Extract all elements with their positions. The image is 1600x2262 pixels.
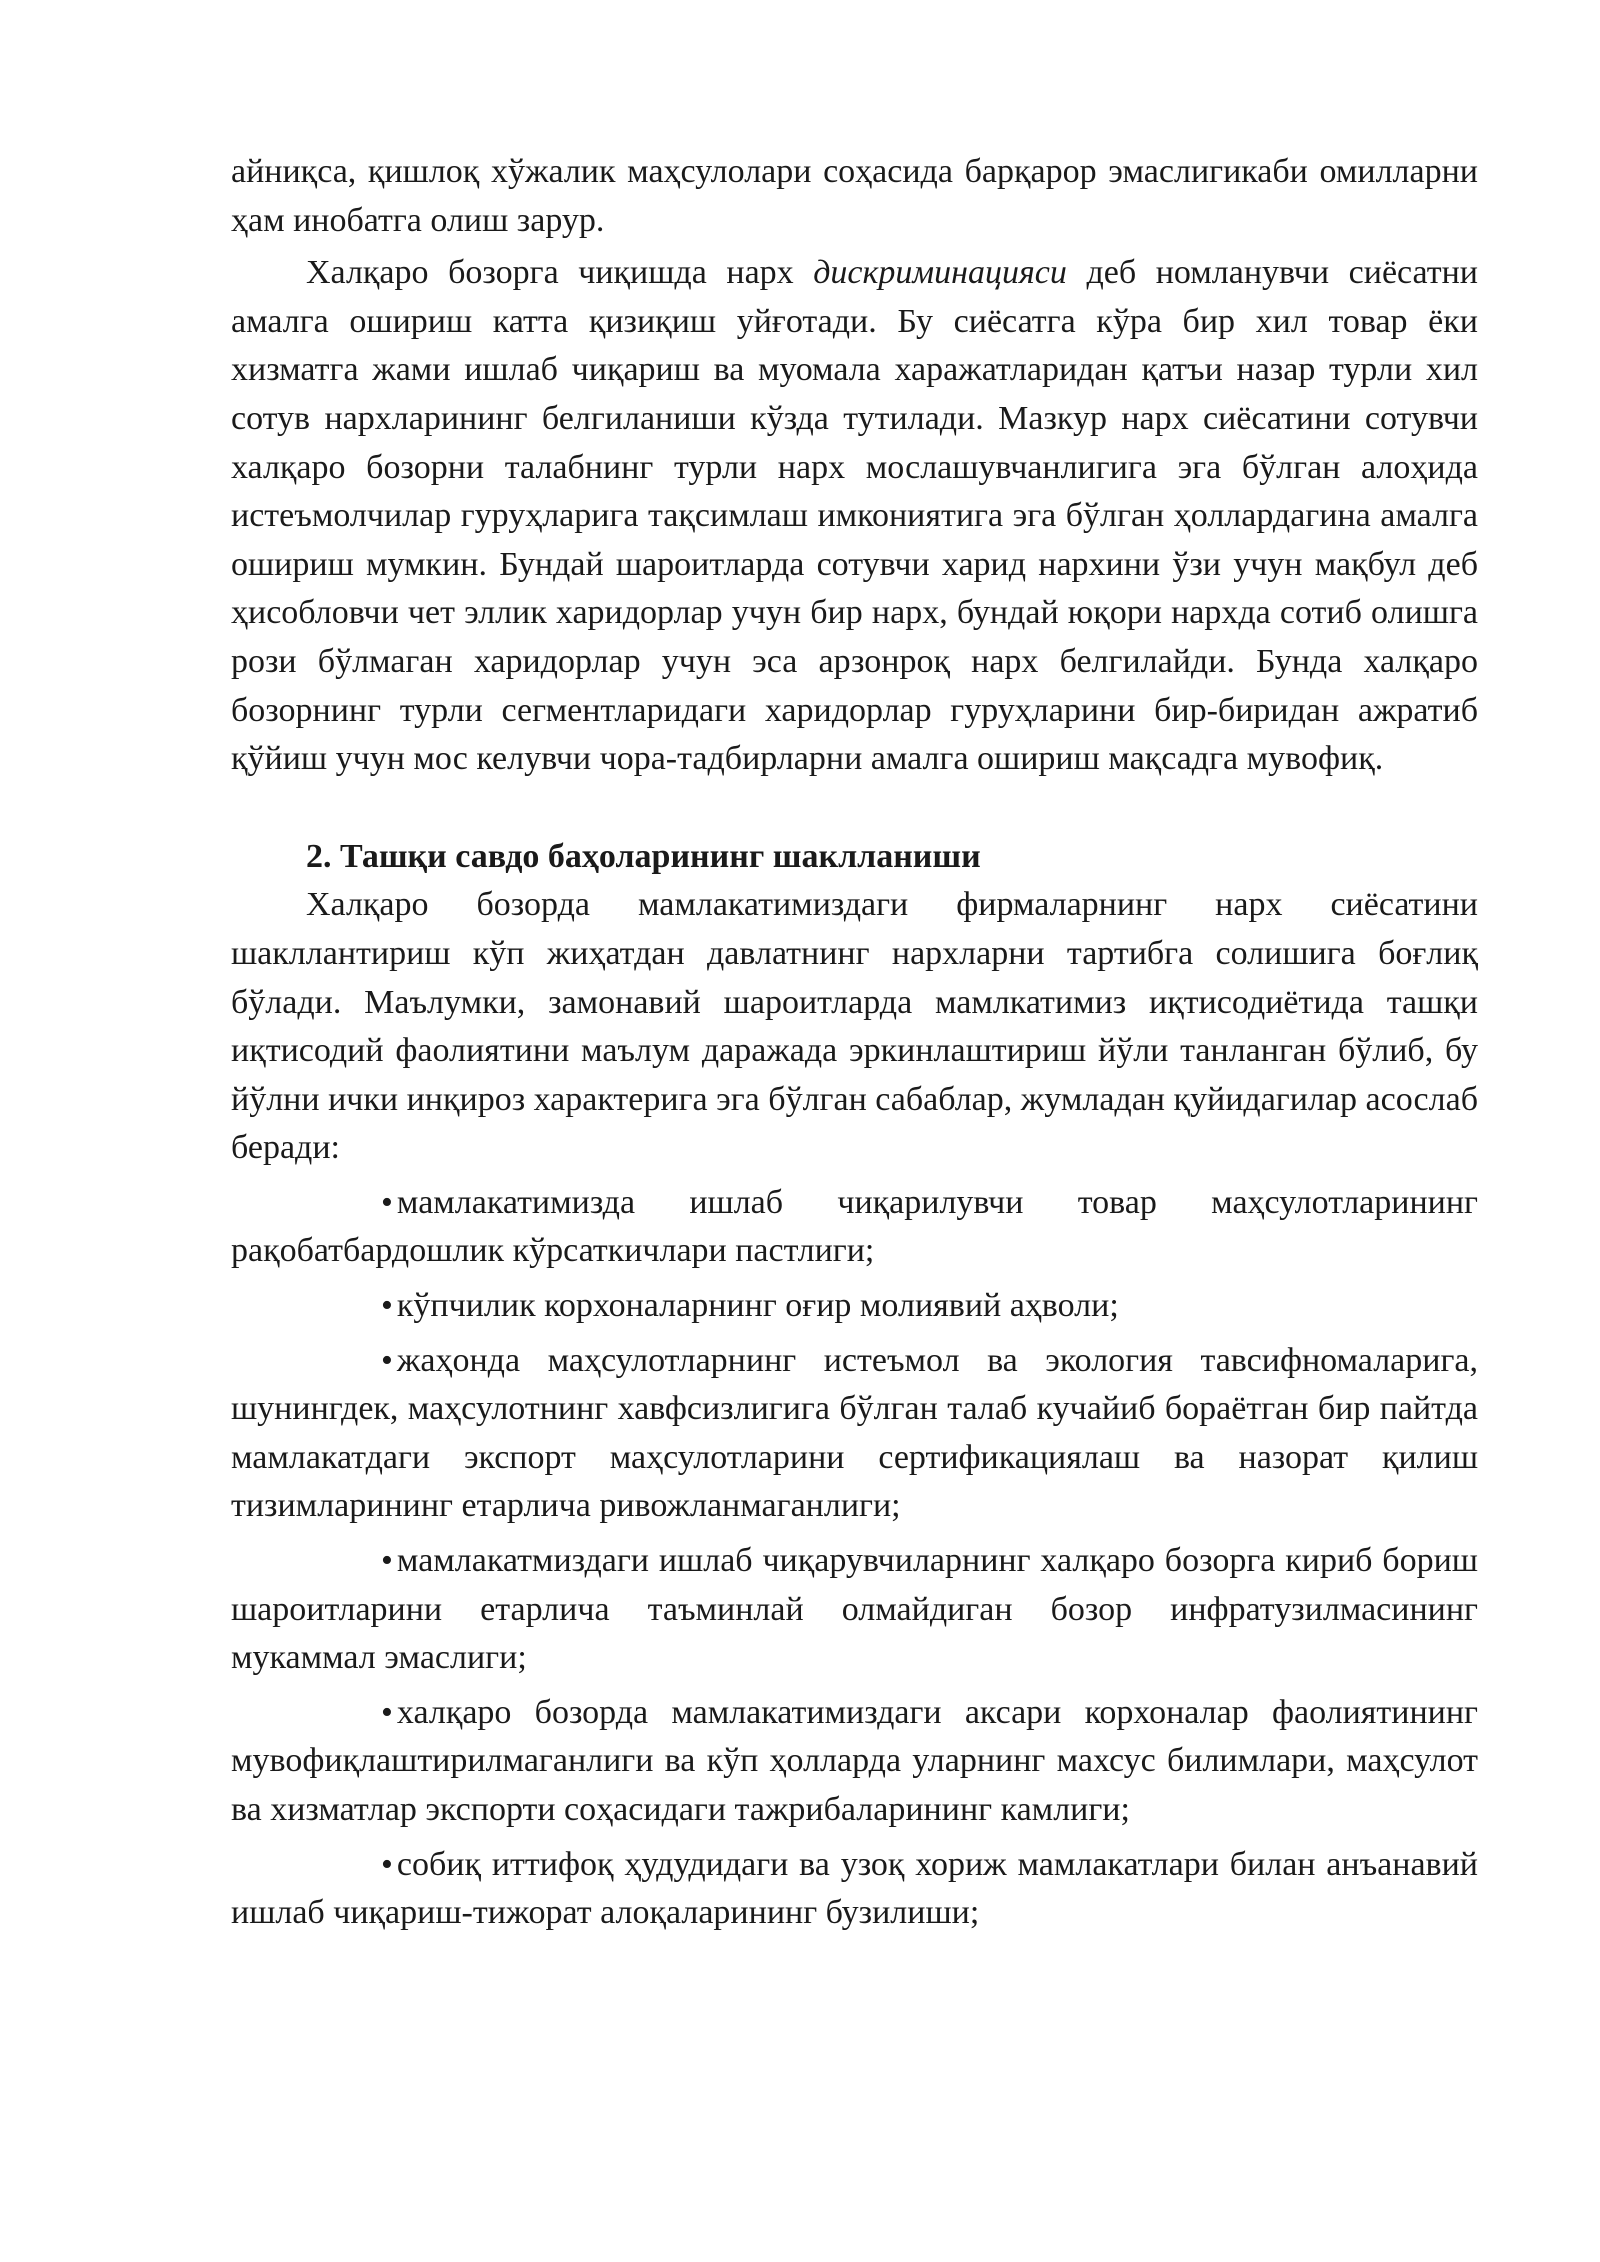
bullet-icon: • xyxy=(381,1341,393,1379)
bullet-text: мамлакатмиздаги ишлаб чиқарувчиларнинг халқаро бозорга кириб бориш шароитларини етарлича таъминлай олмайдиган бозор инфратузилмасининг мукаммал эмаслиги; xyxy=(231,1542,1478,1677)
bullet-icon: • xyxy=(381,1542,393,1580)
bullet-text: жаҳонда маҳсулотларнинг истеъмол ва экология тавсифномаларига, шунингдек, маҳсулотнинг хавфсизлигига бўлган талаб кучайиб бораётган бир пайтда мамлакатдаги экспорт маҳсулотларини сертификациялаш ва назорат қилиш тизимларининг етарлича ривожланмаганлиги; xyxy=(231,1341,1478,1525)
emphasized-term: дискриминацияси xyxy=(813,254,1067,292)
bullet-item xyxy=(231,1282,1478,1331)
bullet-icon: • xyxy=(381,1693,393,1731)
bullet-text: кўпчилик корхоналарнинг оғир молиявий аҳволи; xyxy=(396,1287,1119,1325)
paragraph-text-rest: деб номланувчи сиёсатни амалга ошириш катта қизиқиш уйғотади. Бу сиёсатга кўра бир хил товар ёки хизматга жами ишлаб чиқариш ва муомала харажатларидан қатъи назар турли хил сотув нархларининг белгиланиши кўзда тутилади. Мазкур нарх сиёсатини сотувчи халқаро бозорни талабнинг турли нарх мослашувчанлигига эга бўлган алоҳида истеъмолчилар гуруҳларига тақсимлаш имкониятига эга бўлган ҳоллардагина амалга ошириш мумкин. Бундай шароитларда сотувчи харид нархини ўзи учун мақбул деб ҳисобловчи чет эллик харидорлар учун бир нарх, бундай юқори нархда сотиб олишга рози бўлмаган харидорлар учун эса арзонроқ нарх белгилайди. Бунда халқаро бозорнинг турли сегментларидаги харидорлар гуруҳларини бир-биридан ажратиб қўйиш учун мос келувчи чора-тадбирларни амалга ошириш мақсадга мувофиқ. xyxy=(231,254,1478,778)
paragraph-text-start: Халқаро бозорга чиқишда нарх xyxy=(306,254,814,292)
bullet-item xyxy=(231,1179,1478,1276)
bullet-item xyxy=(231,1337,1478,1531)
bullet-icon: • xyxy=(381,1183,393,1221)
section-heading: 2. Ташқи савдо баҳоларининг шаклланиши xyxy=(306,837,981,875)
bullet-item xyxy=(231,1689,1478,1835)
document-page xyxy=(231,148,1478,1938)
paragraph-price-discrimination xyxy=(231,249,1478,784)
bullet-text: халқаро бозорда мамлакатимиздаги аксари корхоналар фаолиятининг мувофиқлаштирилмаганлиги ва кўп ҳолларда уларнинг махсус билимлари, маҳсулот ва хизматлар экспорти соҳасидаги тажрибаларининг камлиги; xyxy=(231,1693,1478,1828)
bullet-item xyxy=(231,1537,1478,1683)
paragraph-price-policy: Халқаро бозорда мамлакатимиздаги фирмаларнинг нарх сиёсатини шакллантириш кўп жиҳатдан давлатнинг нархларни тартибга солишига боғлиқ бўлади. Маълумки, замонавий шароитларда мамлкатимиз иқтисодиётида ташқи иқтисодий фаолиятини маълум даражада эркинлаштириш йўли танланган бўлиб, бу йўлни ички инқироз характерига эга бўлган сабаблар, жумладан қуйидагилар асослаб беради: xyxy=(231,886,1478,1167)
bullet-text: мамлакатимизда ишлаб чиқарилувчи товар маҳсулотларининг рақобатбардошлик кўрсаткичлари пастлиги; xyxy=(231,1183,1478,1270)
paragraph-continuation: айниқса, қишлоқ хўжалик маҳсулолари соҳасида барқарор эмаслигикаби омилларни ҳам инобатга олиш зарур. xyxy=(231,153,1478,239)
bullet-icon: • xyxy=(381,1287,393,1325)
bullet-item xyxy=(231,1841,1478,1938)
bullet-text: собиқ иттифоқ ҳудудидаги ва узоқ хориж мамлакатлари билан анъанавий ишлаб чиқариш-тижорат алоқаларининг бузилиши; xyxy=(231,1845,1478,1932)
bullet-icon: • xyxy=(381,1845,393,1883)
